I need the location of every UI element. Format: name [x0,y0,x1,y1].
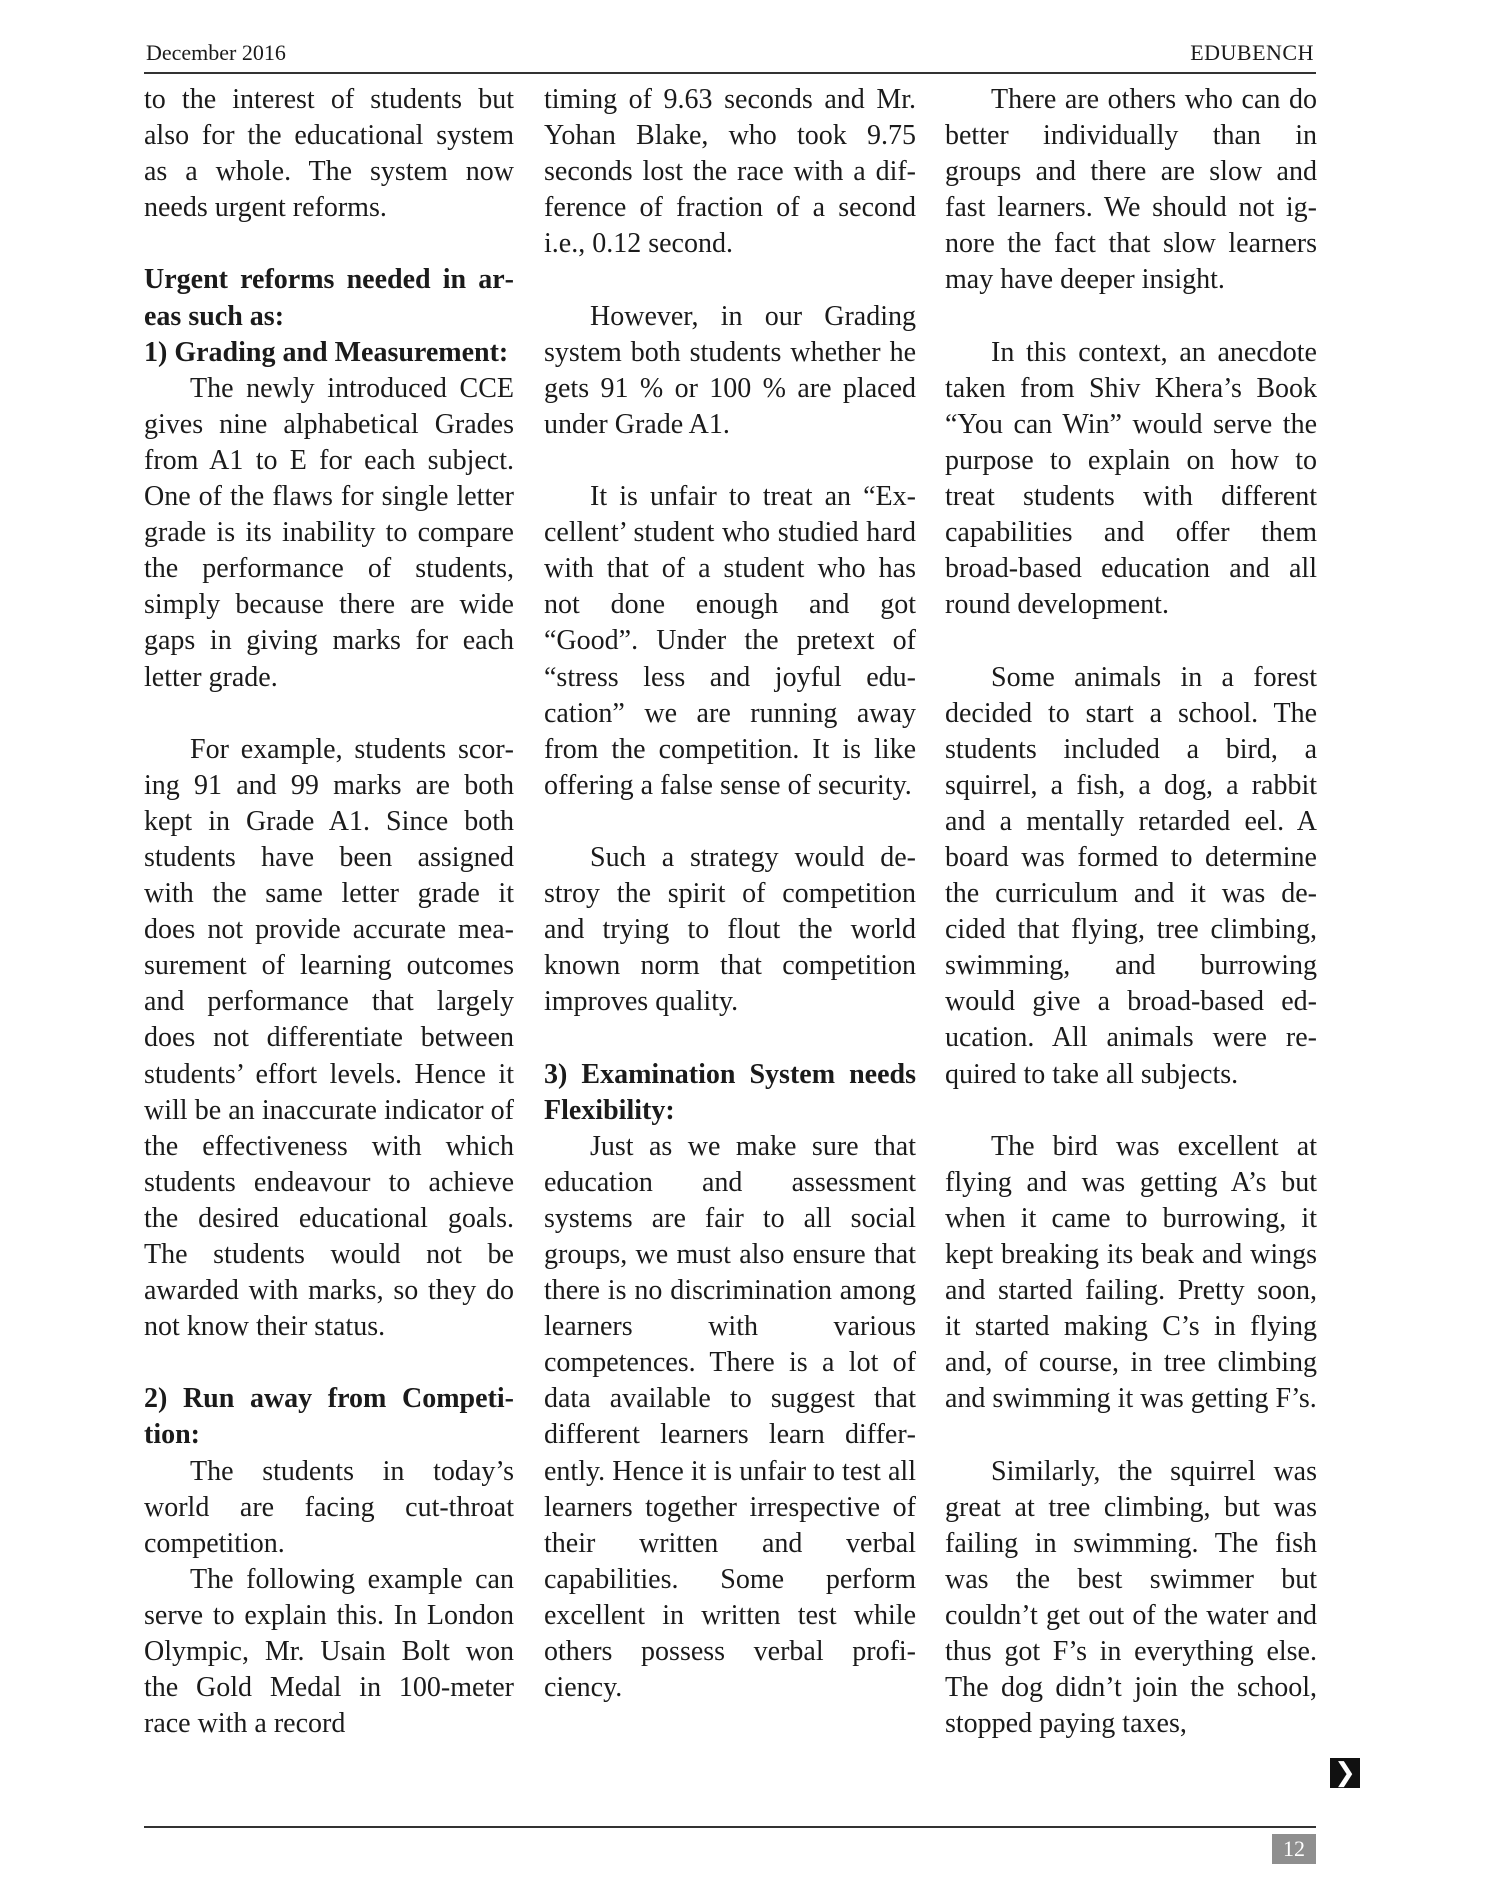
paragraph-gap [544,262,916,298]
paragraph: The bird was excellent at flying and was getting A’s but when it came to burrowing, it kept breaking its beak and wings and started failing. Pretty soon, it started making C’s in flying and, of course, in tree climbing and swimming it was getting F’s. [945,1130,1317,1415]
paragraph: The newly introduced CCE gives nine alphabetical Grades from A1 to E for each subject. One of the flaws for single letter grade is its inability to compare the performance of students, simply because there are wide gaps in giving marks for each letter grade. [144,372,514,693]
publication-name: EDUBENCH [1190,40,1314,65]
paragraph-gap [945,1417,1317,1453]
paragraph: The students in today’s world are facing cut-throat competition. [144,1455,514,1559]
text-column-2 [544,82,916,1706]
paragraph-gap [144,1345,514,1381]
paragraph-gap [544,1020,916,1056]
paragraph-gap [945,1093,1317,1129]
page-number: 12 [1272,1834,1316,1864]
paragraph-gap [144,696,514,732]
paragraph: For example, students scoring 91 and 99 marks are both kept in Grade A1. Since both students have been assigned with the same letter grade it does not provide accurate measurement of learning outcomes and performance that largely does not differentiate between students’ effort levels. Hence it will be an inaccurate indicator of the effectiveness with which students endeavour to achieve the desired educational goals. The students would not be awarded with marks, so they do not know their status. [144,733,514,1343]
issue-date: December 2016 [146,40,286,65]
section-heading: Urgent reforms needed in areas such as: [144,264,514,332]
paragraph-gap [945,299,1317,335]
page-header [144,38,1316,74]
paragraph-gap [144,226,514,262]
paragraph: It is unfair to treat an “Excellent’ student who studied hard with that of a student who has not done enough and got “Good”. Under the pretext of “stress less and joyful education” we are running away from the competition. It is like offering a false sense of security. [544,481,916,801]
paragraph-gap [945,623,1317,659]
paragraph: Such a strategy would destroy the spirit of competition and trying to flout the world known norm that competition improves quality. [544,841,916,1018]
paragraph: However, in our Grading system both students whether he gets 91 % or 100 % are placed under Grade A1. [544,300,916,440]
text-column-3 [945,82,1317,1742]
paragraph: Just as we make sure that education and assessment systems are fair to all social groups, we must also ensure that there is no discrimination among learners with various competences. There is a lot of data available to suggest that different learners learn differently. Hence it is unfair to test all learners together irrespective of their written and verbal capabilities. Some perform excellent in written test while others possess verbal proficiency. [544,1130,916,1704]
paragraph-gap [544,804,916,840]
paragraph: In this context, an anecdote taken from Shiv Khera’s Book “You can Win” would serve the purpose to explain on how to treat students with different capabilities and offer them broad-based education and all round development. [945,336,1317,621]
text-column-1 [144,82,514,1742]
paragraph: Similarly, the squirrel was great at tree climbing, but was failing in swimming. The fish was the best swimmer but couldn’t get out of the water and thus got F’s in everything else. The dog didn’t join the school, stopped paying taxes, [945,1455,1317,1740]
section-heading: 3) Examination System needs Flexibility: [544,1058,916,1126]
section-heading: 1) Grading and Measurement: [144,336,509,368]
section-heading: 2) Run away from Competition: [144,1383,514,1451]
paragraph: timing of 9.63 seconds and Mr. Yohan Blake, who took 9.75 seconds lost the race with a difference of fraction of a second i.e., 0.12 second. [544,84,916,260]
paragraph: The following example can serve to explain this. In London Olympic, Mr. Usain Bolt won the Gold Medal in 100-meter race with a record [144,1563,514,1740]
chevron-right-icon[interactable]: ❯ [1330,1758,1360,1788]
paragraph: Some animals in a forest decided to start a school. The students included a bird, a squirrel, a fish, a dog, a rabbit and a mentally retarded eel. A board was formed to determine the curriculum and it was decided that flying, tree climbing, swimming, and burrowing would give a broad-based education. All animals were required to take all subjects. [945,661,1317,1090]
paragraph-gap [544,443,916,479]
footer-divider [144,1826,1316,1828]
paragraph: to the interest of students but also for the educational system as a whole. The system now needs urgent reforms. [144,84,514,224]
paragraph: There are others who can do better individually than in groups and there are slow and fast learners. We should not ignore the fact that slow learners may have deeper insight. [945,84,1317,296]
